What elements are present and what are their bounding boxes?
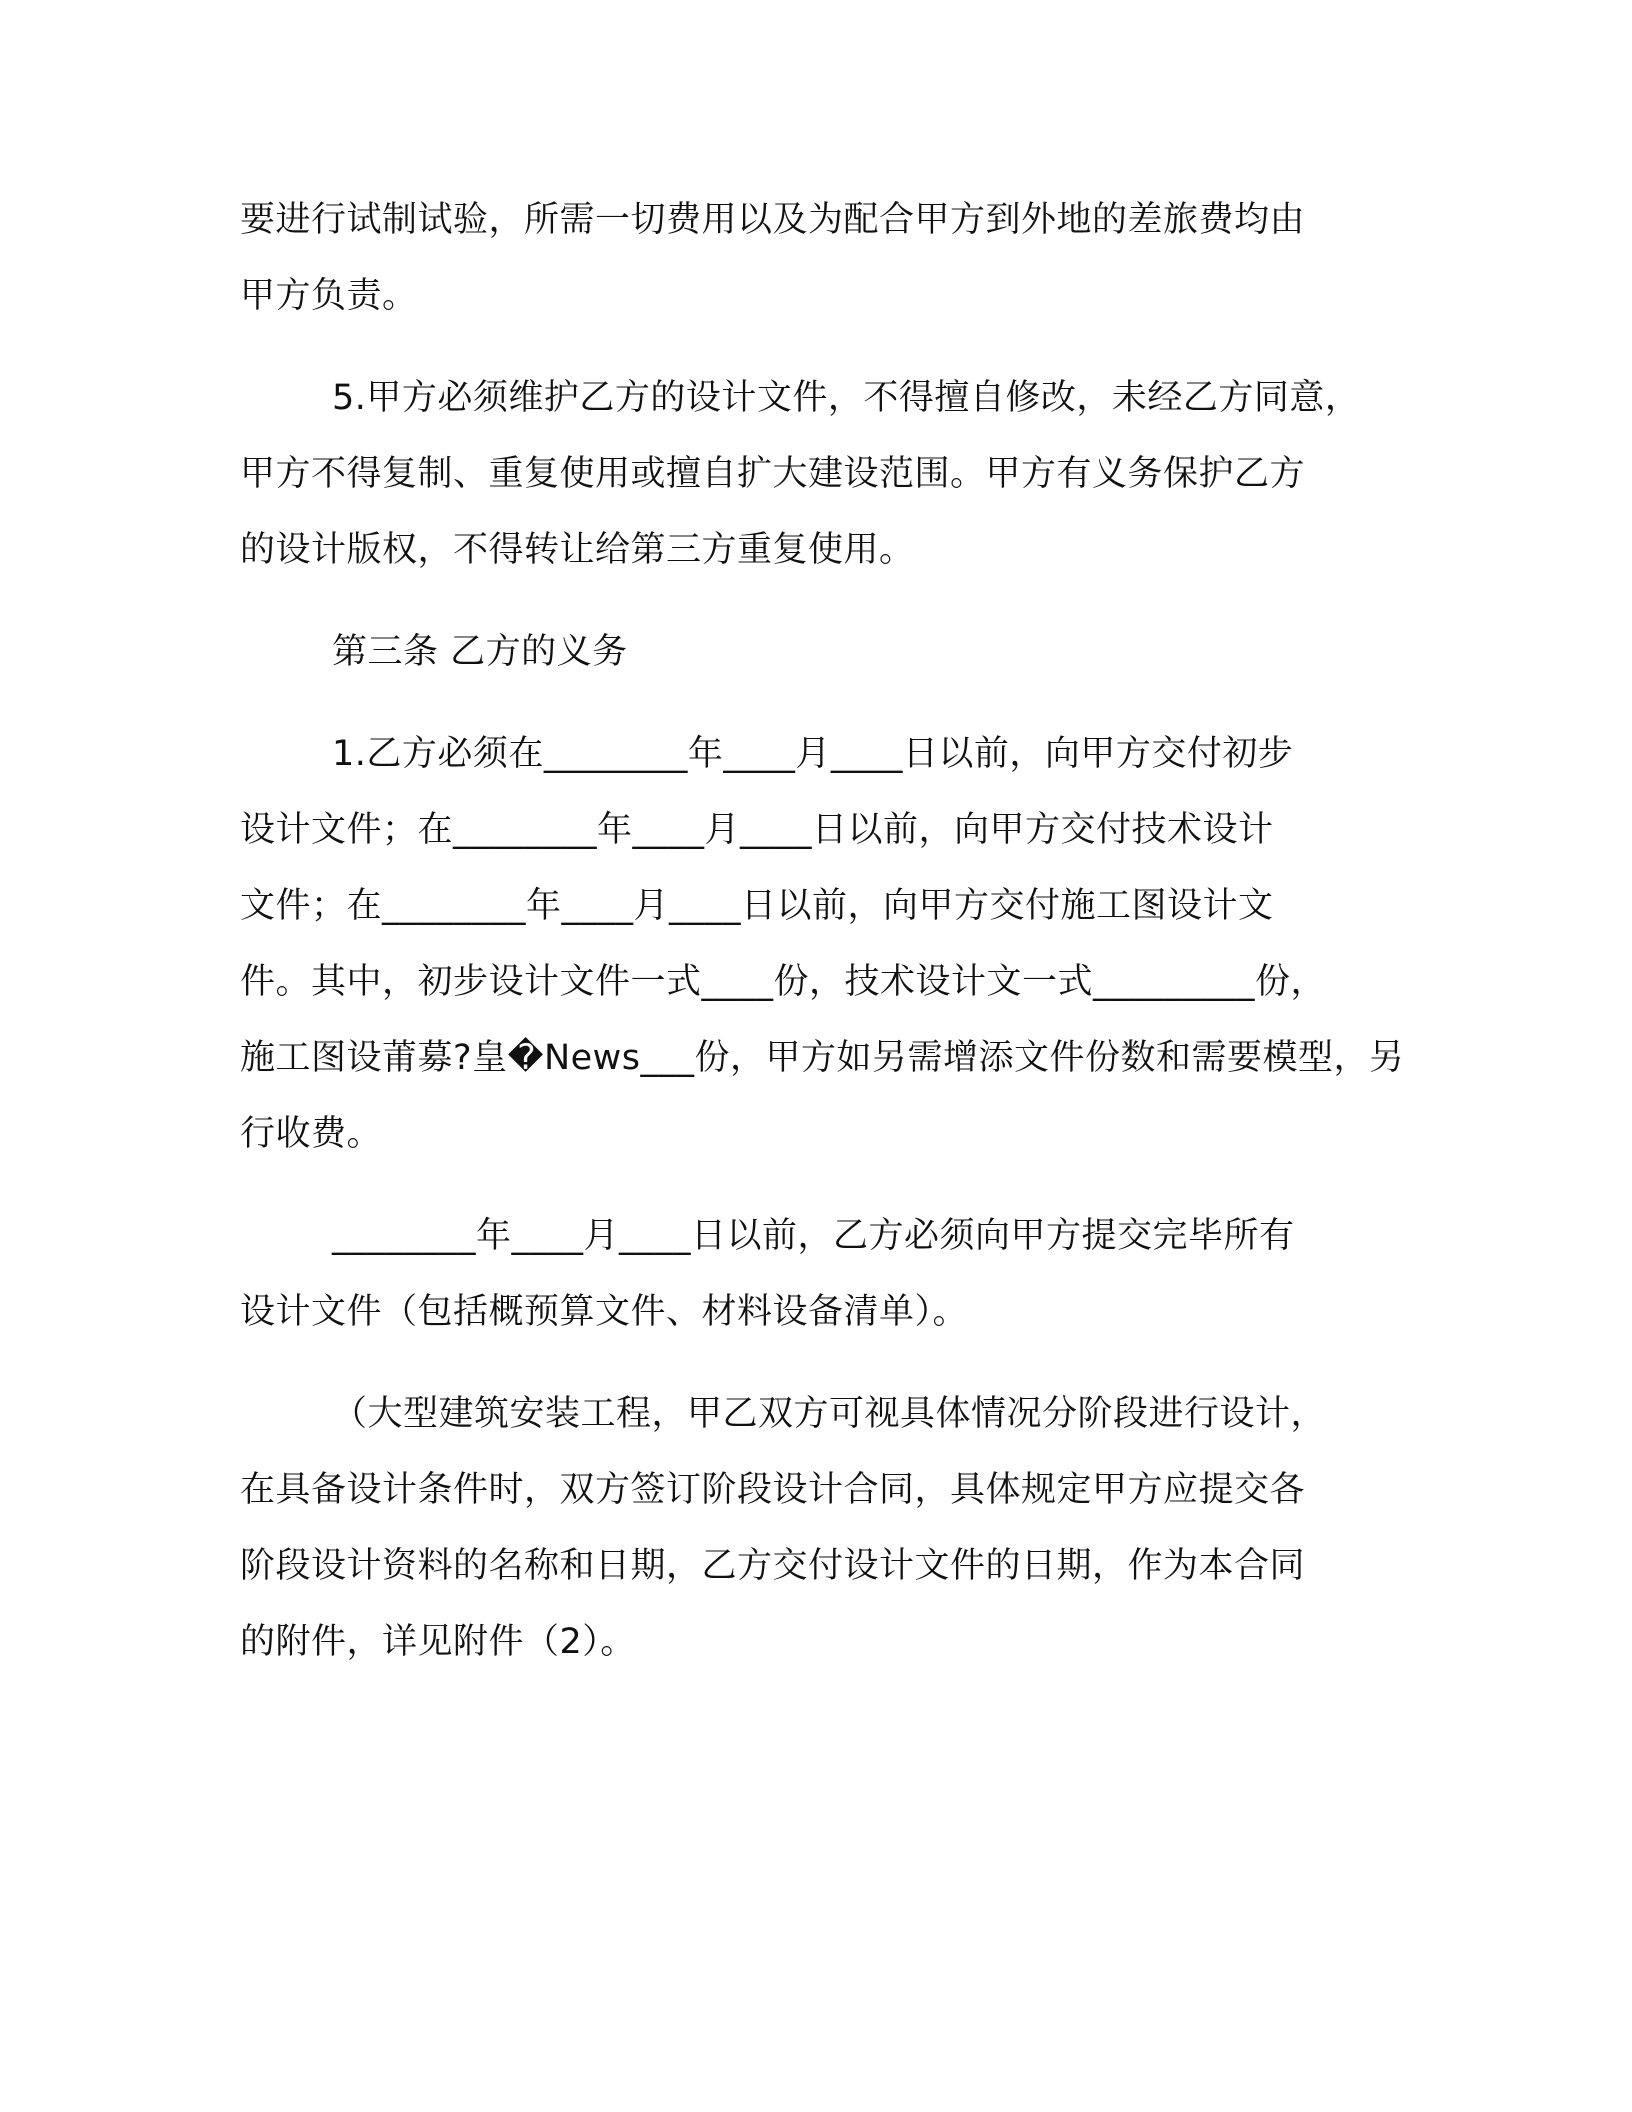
paragraph-line: 5.甲方必须维护乙方的设计文件，不得擅自修改，未经乙方同意，: [332, 378, 1361, 418]
section-heading: 第三条 乙方的义务: [332, 632, 628, 672]
paragraph-line: 在具备设计条件时，双方签订阶段设计合同，具体规定甲方应提交各: [240, 1470, 1306, 1510]
paragraph-line: 的附件，详见附件（2）。: [240, 1622, 636, 1662]
paragraph-line: 行收费。: [240, 1114, 383, 1154]
paragraph-line: 的设计版权，不得转让给第三方重复使用。: [240, 530, 915, 570]
paragraph-line: 文件；在________年____月____日以前，向甲方交付施工图设计文: [240, 886, 1274, 926]
paragraph-line: 要进行试制试验，所需一切费用以及为配合甲方到外地的差旅费均由: [240, 200, 1306, 240]
paragraph-line: 设计文件（包括概预算文件、材料设备清单）。: [240, 1292, 969, 1332]
paragraph-line: 甲方不得复制、重复使用或擅自扩大建设范围。甲方有义务保护乙方: [240, 454, 1306, 494]
paragraph-line: ________年____月____日以前，乙方必须向甲方提交完毕所有: [332, 1216, 1295, 1256]
paragraph-line: 件。其中，初步设计文件一式____份，技术设计文一式_________份，: [240, 962, 1327, 1002]
paragraph-line: 阶段设计资料的名称和日期，乙方交付设计文件的日期，作为本合同: [240, 1546, 1306, 1586]
paragraph-line: 设计文件；在________年____月____日以前，向甲方交付技术设计: [240, 810, 1274, 850]
paragraph-line: 甲方负责。: [240, 276, 418, 316]
paragraph-line: 施工图设莆募?皇�News___份，甲方如另需增添文件份数和需要模型，另: [240, 1038, 1405, 1078]
paragraph-line: （大型建筑安装工程，甲乙双方可视具体情况分阶段进行设计，: [332, 1394, 1327, 1434]
paragraph-line: 1.乙方必须在________年____月____日以前，向甲方交付初步: [332, 734, 1294, 774]
